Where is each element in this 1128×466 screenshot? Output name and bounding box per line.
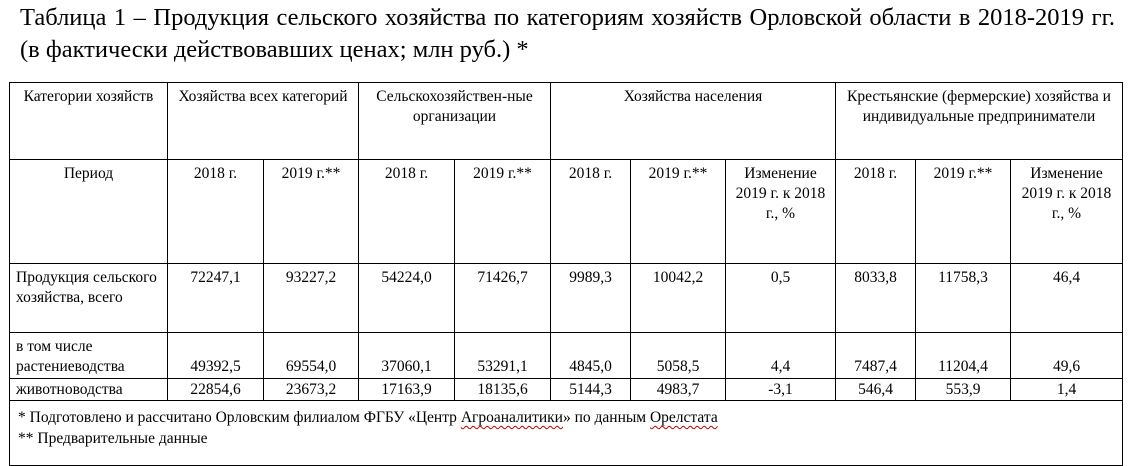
row-label-main: растениеводства — [16, 358, 125, 375]
cell-value: 71426,7 — [455, 264, 551, 333]
cell-value: 7487,4 — [836, 333, 916, 379]
cell-value: 10042,2 — [631, 264, 726, 333]
cell-value: 37060,1 — [359, 333, 455, 379]
cell-value: 546,4 — [836, 379, 916, 401]
cell-value: 1,4 — [1011, 379, 1123, 401]
data-table — [9, 82, 1123, 466]
cell-value: 11204,4 — [916, 333, 1011, 379]
cell-value: 54224,0 — [359, 264, 455, 333]
cell-value: 0,5 — [726, 264, 836, 333]
cell-value: 22854,6 — [168, 379, 264, 401]
footnote-2: ** Предварительные данные — [18, 430, 208, 447]
header-period: Период — [10, 160, 168, 264]
cell-value: 9989,3 — [551, 264, 631, 333]
header-year-2019: 2019 г.** — [916, 160, 1011, 264]
row-label: Продукция сельского хозяйства, всего — [10, 264, 168, 333]
header-year-2019: 2019 г.** — [264, 160, 359, 264]
data-table-container — [9, 82, 1122, 466]
footnote-1-text: » по данным — [562, 409, 650, 426]
footnote-1-word: Агроаналитики — [460, 409, 563, 426]
cell-value: 49,6 — [1011, 333, 1123, 379]
header-year-2019: 2019 г.** — [455, 160, 551, 264]
header-year-2018: 2018 г. — [168, 160, 264, 264]
header-change: Изменение 2019 г. к 2018 г., % — [726, 160, 836, 264]
row-label-prefix: в том числе — [16, 338, 93, 355]
cell-value: 72247,1 — [168, 264, 264, 333]
table-row — [10, 379, 1123, 401]
table-row — [10, 333, 1123, 379]
footnote-1 — [18, 407, 1114, 428]
header-categories: Категории хозяйств — [10, 83, 168, 160]
header-year-2018: 2018 г. — [836, 160, 916, 264]
footnote-row — [10, 401, 1123, 466]
cell-value: 18135,6 — [455, 379, 551, 401]
cell-value: 5144,3 — [551, 379, 631, 401]
cell-value: 4,4 — [726, 333, 836, 379]
cell-value: 46,4 — [1011, 264, 1123, 333]
row-label — [10, 333, 168, 379]
header-households: Хозяйства населения — [551, 83, 836, 160]
cell-value: 11758,3 — [916, 264, 1011, 333]
header-peasant-farms: Крестьянские (фермерские) хозяйства и индивидуальные предприниматели — [836, 83, 1123, 160]
table-row — [10, 264, 1123, 333]
cell-value: 4845,0 — [551, 333, 631, 379]
cell-value: 17163,9 — [359, 379, 455, 401]
cell-value: 4983,7 — [631, 379, 726, 401]
cell-value: 93227,2 — [264, 264, 359, 333]
cell-value: 553,9 — [916, 379, 1011, 401]
header-row-2 — [10, 160, 1123, 264]
cell-value: 49392,5 — [168, 333, 264, 379]
row-label: животноводства — [10, 379, 168, 401]
cell-value: 69554,0 — [264, 333, 359, 379]
header-year-2019: 2019 г.** — [631, 160, 726, 264]
table-title: Таблица 1 – Продукция сельского хозяйства по категориям хозяйств Орловской области в 2018-2019 гг. (в фактически действовавших ценах; млн руб.) * — [20, 4, 1115, 63]
header-agri-orgs: Сельскохозяйствен-ные организации — [359, 83, 551, 160]
header-all-farms: Хозяйства всех категорий — [168, 83, 359, 160]
cell-value: 53291,1 — [455, 333, 551, 379]
header-change: Изменение 2019 г. к 2018 г., % — [1011, 160, 1123, 264]
footnote-1-word: Орелстата — [649, 409, 718, 426]
cell-value: 5058,5 — [631, 333, 726, 379]
header-year-2018: 2018 г. — [359, 160, 455, 264]
header-year-2018: 2018 г. — [551, 160, 631, 264]
cell-value: 8033,8 — [836, 264, 916, 333]
cell-value: 23673,2 — [264, 379, 359, 401]
cell-value: -3,1 — [726, 379, 836, 401]
footnote-1-text: * Подготовлено и рассчитано Орловским филиалом ФГБУ «Центр — [18, 409, 461, 426]
footnotes — [10, 401, 1123, 466]
header-row-1 — [10, 83, 1123, 160]
